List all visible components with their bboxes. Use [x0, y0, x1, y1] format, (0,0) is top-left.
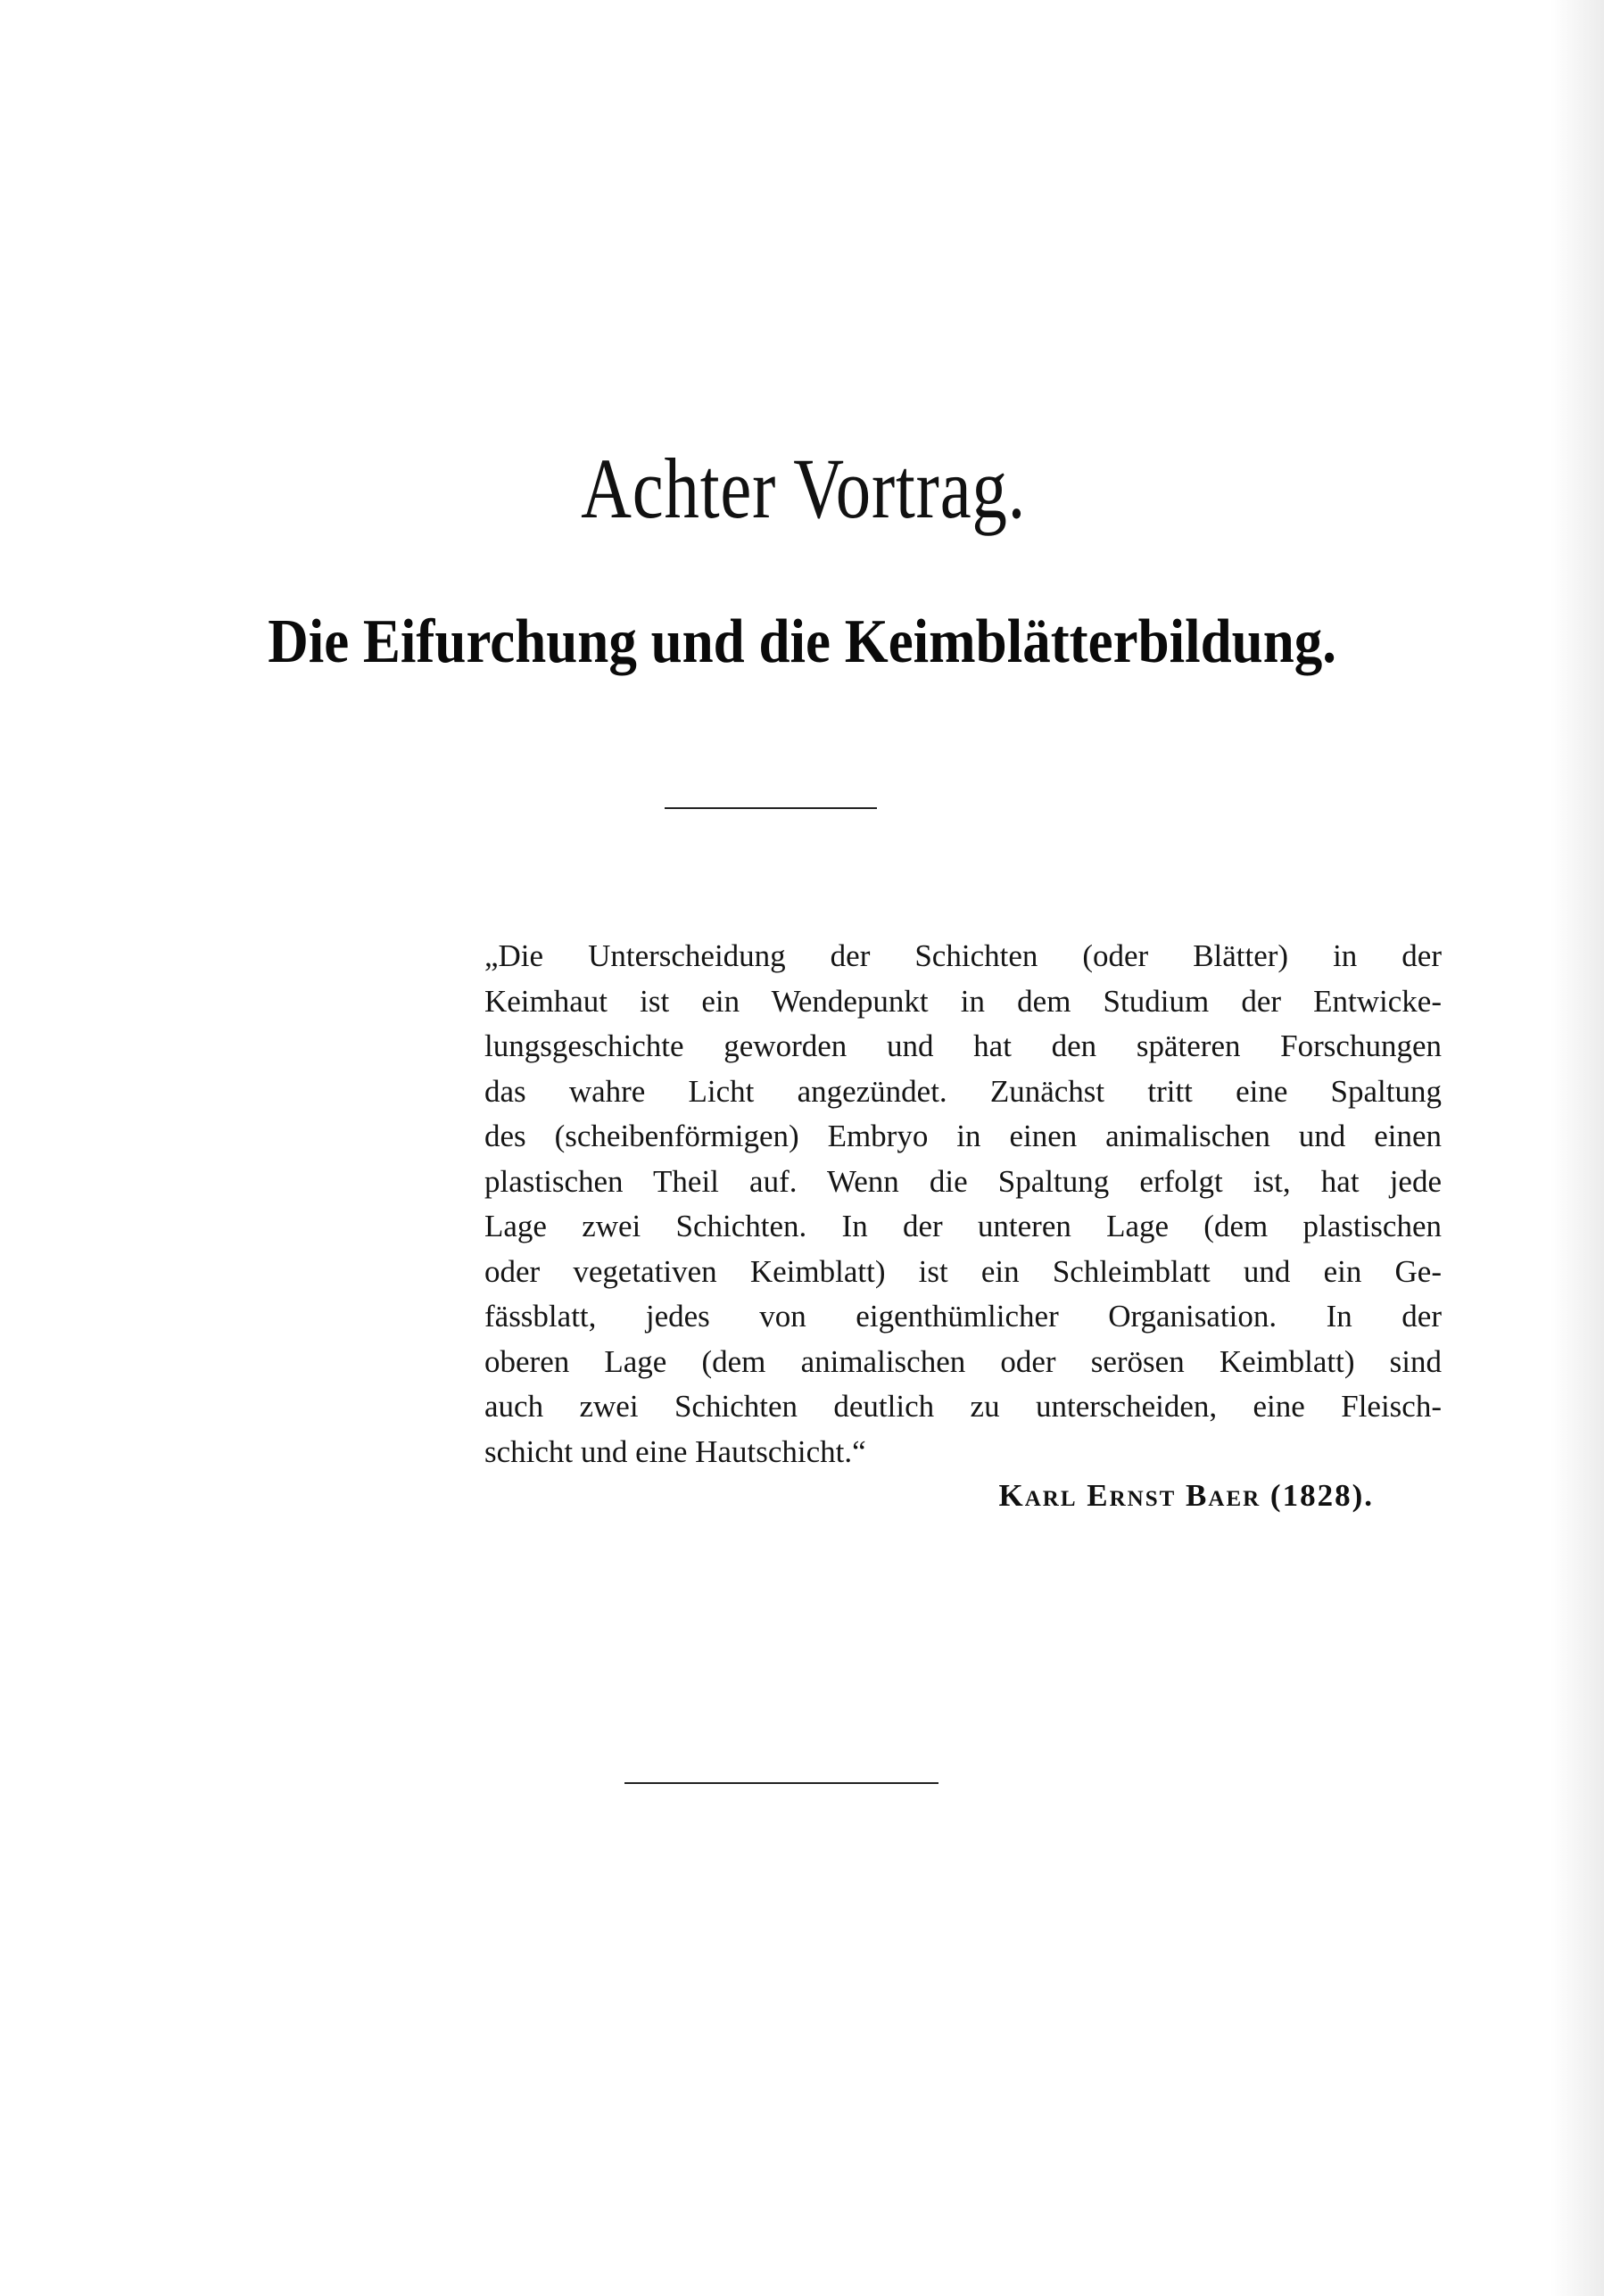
quote-line: „Die Unterscheidung der Schichten (oder Blätter) in der: [484, 938, 1442, 973]
quote-line: Lage zwei Schichten. In der unteren Lage (dem plastischen: [484, 1209, 1442, 1243]
bottom-divider: [624, 1782, 938, 1784]
quote-line: oberen Lage (dem animalischen oder serösen Keimblatt) sind: [484, 1343, 1442, 1379]
chapter-subtitle: Die Eifurchung und die Keimblätterbildung.: [268, 607, 1336, 676]
quote-attribution: Karl Ernst Baer (1828).: [998, 1478, 1374, 1513]
quote-line: plastischen Theil auf. Wenn die Spaltung erfolgt ist, hat jede: [484, 1163, 1442, 1199]
quote-line: fässblatt, jedes von eigenthümlicher Organisation. In der: [484, 1299, 1442, 1334]
quote-line: oder vegetativen Keimblatt) ist ein Schleimblatt und ein Ge-: [484, 1253, 1442, 1289]
page-edge-shadow: [1550, 0, 1604, 2296]
quote-line: schicht und eine Hautschicht.“: [484, 1433, 866, 1469]
quote-line: des (scheibenförmigen) Embryo in einen animalischen und einen: [484, 1119, 1442, 1153]
quote-line: auch zwei Schichten deutlich zu unterscheiden, eine Fleisch-: [484, 1389, 1442, 1424]
epigraph-quote: [484, 934, 1442, 1474]
quote-line: Keimhaut ist ein Wendepunkt in dem Studium der Entwicke-: [484, 983, 1442, 1019]
chapter-title: Achter Vortrag.: [581, 441, 1027, 536]
quote-line: lungsgeschichte geworden und hat den späteren Forschungen: [484, 1028, 1442, 1063]
bleed-through-text: [1240, 687, 1463, 910]
quote-line: das wahre Licht angezündet. Zunächst tritt eine Spaltung: [484, 1073, 1442, 1109]
top-divider: [665, 807, 877, 809]
